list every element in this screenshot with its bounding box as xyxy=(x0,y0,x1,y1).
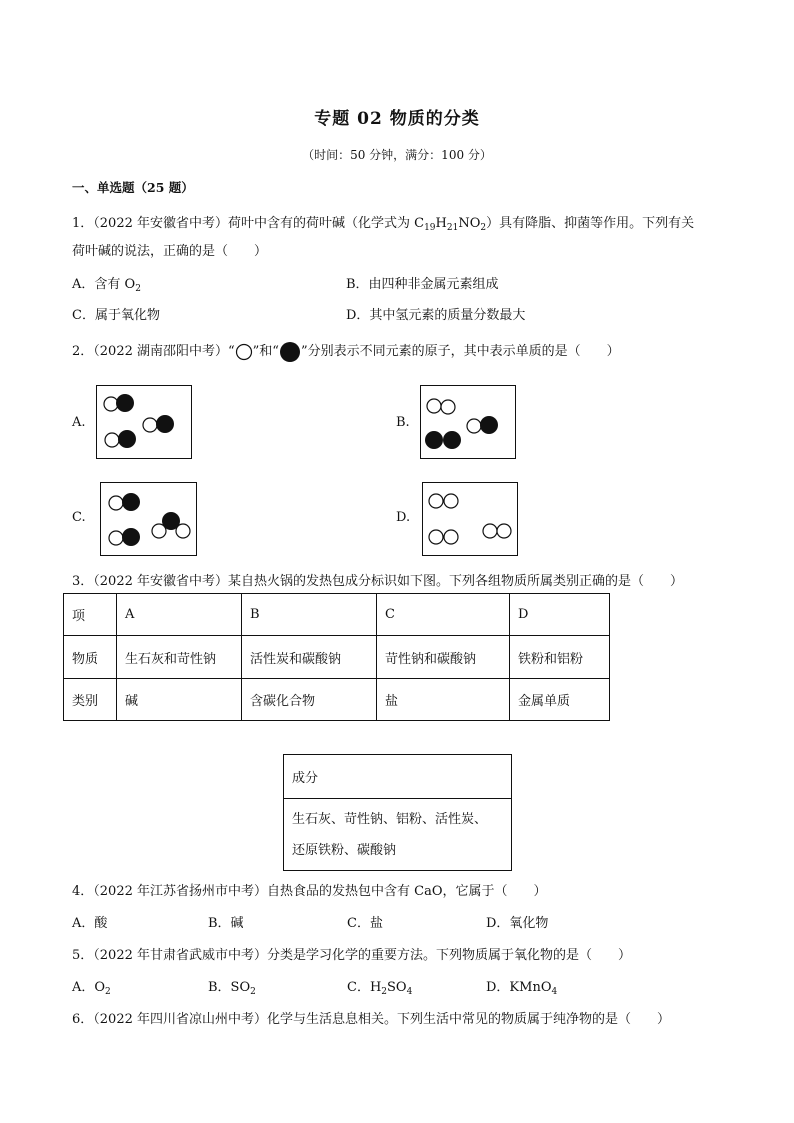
q1-option-d: D．其中氢元素的质量分数最大 xyxy=(346,308,526,323)
q3-classification-table xyxy=(63,593,610,721)
table-cell: 生石灰和苛性钠 xyxy=(117,636,242,679)
q2-diagram-d xyxy=(422,482,518,556)
q5-option-d: D．KMnO$_4$ xyxy=(486,980,558,997)
q4-option-a: A．酸 xyxy=(72,916,108,931)
q4-option-c: C．盐 xyxy=(347,916,383,931)
table-cell: D xyxy=(510,594,610,636)
table-cell: 铁粉和铝粉 xyxy=(510,636,610,679)
table-cell: 含碳化合物 xyxy=(242,679,377,721)
q5-option-a: A．$O_2$ xyxy=(72,980,111,997)
q1-option-c: C．属于氧化物 xyxy=(72,308,160,323)
q2-label-d: D. xyxy=(396,510,411,525)
table-cell: 碱 xyxy=(117,679,242,721)
q2-label-a: A. xyxy=(72,415,86,430)
table-cell: A xyxy=(117,594,242,636)
table-row xyxy=(284,755,512,799)
table-cell: 苛性钠和碳酸钠 xyxy=(377,636,510,679)
q5-option-c: C．$H_2SO_4$ xyxy=(347,980,413,997)
q1-stem-line2: 荷叶碱的说法，正确的是（ ） xyxy=(72,244,268,259)
q4-option-b: B．碱 xyxy=(208,916,244,931)
table-cell: 类别 xyxy=(64,679,117,721)
q1-stem-line1: 1．（2022 年安徽省中考）荷叶中含有的荷叶碱（化学式为 $C_{19}H_{21}NO_2$）具有降脂、抑菌等作用。下列有关 xyxy=(72,216,695,233)
table-cell: 物质 xyxy=(64,636,117,679)
q4-option-d: D．氧化物 xyxy=(486,916,549,931)
black-atom-icon xyxy=(279,341,301,363)
table-row xyxy=(64,594,610,636)
q1-option-a: A．含有 $O_2$ xyxy=(72,277,141,294)
table-row xyxy=(64,679,610,721)
q2-label-c: C. xyxy=(72,510,86,525)
table-cell: 金属单质 xyxy=(510,679,610,721)
q1-option-b: B．由四种非金属元素组成 xyxy=(346,277,499,292)
table-cell: 活性炭和碳酸钠 xyxy=(242,636,377,679)
q5-stem: 5．（2022 年甘肃省武威市中考）分类是学习化学的重要方法。下列物质属于氧化物的是（ ） xyxy=(72,948,631,963)
table-row xyxy=(284,799,512,871)
table-cell: C xyxy=(377,594,510,636)
exam-info: （时间：50 分钟，满分：100 分） xyxy=(302,148,492,162)
section-heading: 一、单选题（25 题） xyxy=(72,180,194,195)
q3-stem: 3．（2022 年安徽省中考）某自热火锅的发热包成分标识如下图。下列各组物质所属类别正确的是（ ） xyxy=(72,574,683,589)
table-cell: 成分 xyxy=(284,755,512,799)
table-cell: 生石灰、苛性钠、铝粉、活性炭、 还原铁粉、碳酸钠 xyxy=(284,799,512,871)
q2-diagram-c xyxy=(100,482,197,556)
q4-stem: 4．（2022 年江苏省扬州市中考）自热食品的发热包中含有 CaO，它属于（ ） xyxy=(72,884,547,899)
q2-stem: 2．（2022 湖南邵阳中考）“ ”和“ ”分别表示不同元素的原子，其中表示单质的是（ ） xyxy=(72,340,620,363)
q2-label-b: B. xyxy=(396,415,410,430)
q2-diagram-a xyxy=(96,385,192,459)
q3-ingredients-label xyxy=(283,754,512,871)
page-title: 专题 02 物质的分类 xyxy=(314,109,480,129)
q5-option-b: B．$SO_2$ xyxy=(208,980,256,997)
q6-stem: 6．（2022 年四川省凉山州中考）化学与生活息息相关。下列生活中常见的物质属于纯净物的是（ ） xyxy=(72,1012,670,1027)
q2-diagram-b xyxy=(420,385,516,459)
white-atom-icon xyxy=(235,343,253,361)
table-cell: 项 xyxy=(64,594,117,636)
table-row xyxy=(64,636,610,679)
table-cell: B xyxy=(242,594,377,636)
table-cell: 盐 xyxy=(377,679,510,721)
